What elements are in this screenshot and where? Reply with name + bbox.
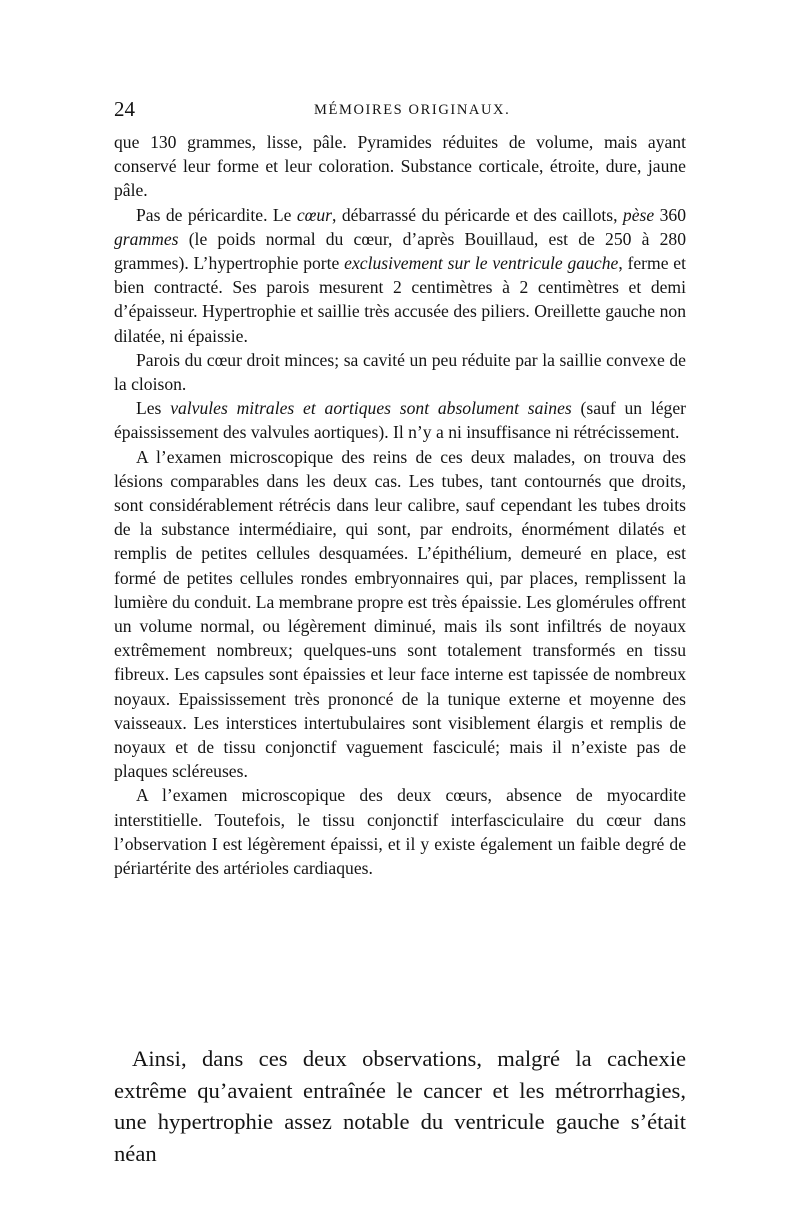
text-run: 360 bbox=[654, 204, 686, 225]
large-text-block bbox=[114, 1043, 686, 1169]
text-run: A l’examen microscopique des reins de ces deux malades, on trouva des lésions comparables dans les deux cas. Les tubes, tant contournés que droits, sont considérablement rétrécis dans leur calibre, sauf cependant les tubes droits de la substance intermédiaire, qui sont, par endroits, énormément dilatés et remplis de petites cellules desquamées. L’épithélium, demeuré en place, est formé de petites cellules rondes embryonnaires qui, par places, remplissent la lumière du conduit. La membrane propre est très épaissie. Les glomérules offrent un volume normal, ou légèrement diminué, mais ils sont infiltrés de noyaux extrêmement nombreux; quelques-uns sont totalement transformés en tissu fibreux. Les capsules sont épaissies et leur face interne est tapissée de nombreux noyaux. Epaississement très prononcé de la tunique externe et moyenne des vaisseaux. Les interstices intertubulaires sont visiblement élargis et remplis de noyaux et de tissu conjonctif vaguement fasciculé; mais il n’existe pas de plaques scléreuses. bbox=[114, 446, 686, 782]
italic-text: valvules mitrales et aortiques sont absolument saines bbox=[170, 398, 572, 419]
italic-text: pèse bbox=[622, 204, 655, 225]
paragraph bbox=[114, 130, 686, 203]
text-run: , débarrassé du péricarde et des caillots, bbox=[332, 204, 623, 225]
paragraph bbox=[114, 396, 686, 444]
italic-text: grammes bbox=[114, 228, 179, 249]
text-run: que 130 grammes, lisse, pâle. Pyramides réduites de volume, mais ayant conservé leur forme et leur coloration. Substance corticale, étroite, dure, jaune pâle. bbox=[114, 132, 686, 201]
text-run: Les bbox=[136, 398, 171, 419]
text-run: A l’examen microscopique des deux cœurs, absence de myocardite interstitielle. Toutefois, le tissu conjonctif interfasciculaire du cœur dans l’observation I est légèrement épaissi, et il y existe également un faible degré de périartérite des artérioles cardiaques. bbox=[114, 785, 686, 879]
running-head: MÉMOIRES ORIGINAUX. bbox=[314, 102, 511, 118]
page-number: 24 bbox=[114, 97, 135, 121]
page-header bbox=[114, 95, 686, 123]
body-text bbox=[114, 130, 686, 880]
text-run: Pas de péricardite. Le bbox=[136, 204, 297, 225]
italic-text: exclusivement sur le ventricule gauche bbox=[344, 253, 619, 274]
text-run: (le poids normal du cœur, d’après Bouillaud, est de 250 à 280 grammes). L’hypertrophie porte bbox=[114, 228, 686, 274]
paragraph bbox=[114, 203, 686, 348]
paragraph bbox=[114, 445, 686, 784]
italic-text: cœur bbox=[296, 204, 333, 225]
large-paragraph: Ainsi, dans ces deux observations, malgré la cachexie extrême qu’avaient entraînée le cancer et les métrorrhagies, une hypertrophie assez notable du ventricule gauche s’était néan bbox=[114, 1046, 686, 1166]
text-run: (sauf un léger épaississement des valvules aortiques). Il n’y a ni insuffisance ni rétrécissement. bbox=[114, 398, 686, 443]
paragraph bbox=[114, 348, 686, 396]
text-run: , ferme et bien contracté. Ses parois mesurent 2 centimètres à 2 centimètres et demi d’épaisseur. Hypertrophie et saillie très accusée des piliers. Oreillette gauche non dilatée, ni épaissie. bbox=[114, 253, 687, 346]
text-run: Parois du cœur droit minces; sa cavité un peu réduite par la saillie convexe de la cloison. bbox=[114, 349, 686, 395]
paragraph bbox=[114, 783, 686, 880]
